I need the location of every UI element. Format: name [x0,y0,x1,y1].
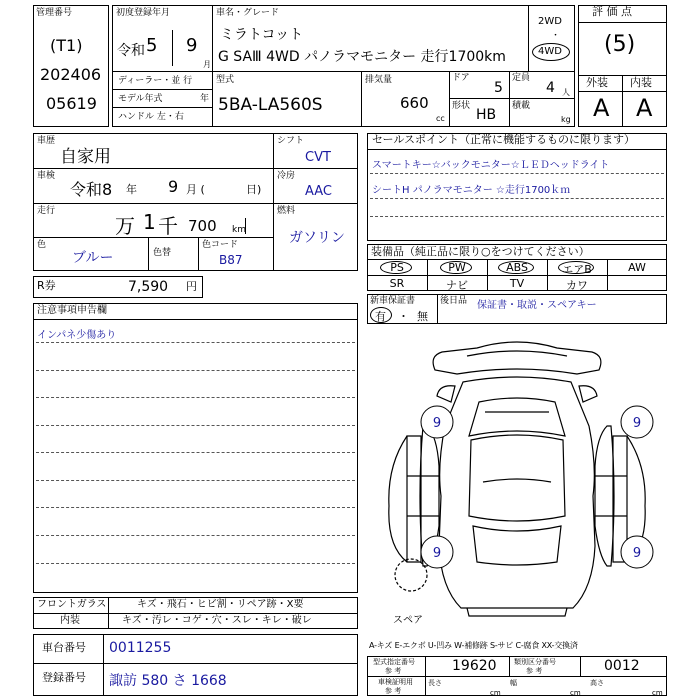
inspection-month: 9 [168,177,179,196]
tire-mark-rl: 9 [432,546,442,561]
interior-value: キズ・汚レ・コゲ・穴・スレ・キレ・破レ [122,615,312,626]
tire-mark-rr: 9 [632,546,642,561]
drive-4wd: 4WD [538,46,562,57]
int-grade: A [636,94,653,122]
recycle-box [33,276,203,298]
mgmt-label: 管理番号 [36,8,73,18]
mileage-unit: km [232,225,246,235]
sales-line2: シートH パノラマモニター ☆走行1700ｋｍ [372,185,571,196]
inspection-year-unit: 年 [126,183,137,196]
cert-length-unit: cm [490,689,501,697]
plate-value: 諏訪 580 さ 1668 [109,673,227,689]
car-diagram [367,326,667,626]
int-label: 内装 [630,76,652,89]
tire-mark-fr: 9 [632,416,642,431]
inspection-day-unit: 日) [246,183,262,196]
shift-value: CVT [305,150,331,165]
glass-label: フロントガラス [37,599,107,610]
interior-label: 内装 [60,615,80,626]
inspection-label: 車検 [37,171,56,181]
plate-label: 登録番号 [42,671,86,684]
chassis-label: 車台番号 [42,641,86,654]
mileage-man: 万 [115,214,135,238]
shape-value: HB [476,107,497,123]
type-no-ref: 参 考 [385,667,402,675]
header-box [112,5,575,127]
color-code: B87 [219,253,243,267]
capacity-value: 4 [546,80,555,96]
warranty-has: 有 [375,310,386,323]
mileage-label: 走行 [37,206,56,216]
equip-aw: AW [628,261,646,274]
spare-label: スペア [393,615,423,626]
notes-line1: インパネ少傷あり [37,330,117,341]
name-label: 車名・グレード [216,8,280,18]
name-line1: ミラトコット [220,27,304,43]
doors-value: 5 [494,80,503,96]
handle-label: ハンドル 左・右 [118,112,184,122]
reg-month: 9 [186,35,198,56]
equip-leather: カワ [566,279,588,292]
history-label: 車歴 [37,136,56,146]
type-no-value: 19620 [452,658,497,674]
later-value: 保証書・取説・スペアキー [477,300,597,311]
notes-box [33,303,358,593]
color-value: ブルー [72,250,114,266]
color-code-label: 色コード [202,240,239,250]
class-no-label: 類別区分番号 [514,658,556,666]
equip-sr: SR [389,277,405,290]
class-no-ref: 参 考 [526,667,543,675]
notes-label: 注意事項申告欄 [37,305,107,316]
ac-value: AAC [305,184,332,199]
name-line2: G SAⅢ 4WD パノラマモニター 走行1700km [218,49,506,65]
equip-abs: ABS [506,261,528,274]
mgmt-code2: 05619 [46,94,97,113]
cert-label: 車検証明用 [378,678,413,686]
tire-mark-fl: 9 [432,416,442,431]
equip-pw: PW [448,261,466,274]
reg-month-unit: 月 [203,60,211,69]
model-value: 5BA-LA560S [218,95,323,115]
history-value: 自家用 [60,147,111,167]
model-label: 型式 [216,75,235,85]
type-no-label: 型式指定番号 [373,658,415,666]
capacity-unit: 人 [562,88,570,97]
ac-label: 冷房 [277,171,296,181]
equip-airbag: エアB [562,263,592,276]
fuel-label: 燃料 [277,206,296,216]
mgmt-t: (T1) [50,36,83,55]
cert-width-unit: cm [570,689,581,697]
cert-length-label: 長さ [428,679,442,687]
sales-label: セールスポイント（正常に機能するものに限ります） [372,133,636,146]
mgmt-code1: 202406 [40,65,102,84]
cert-height-label: 高さ [590,679,604,687]
cert-ref: 参 考 [385,687,402,695]
load-unit: kg [561,115,571,124]
recycle-value: 7,590 [128,279,169,295]
reg-label: 初度登録年月 [116,8,171,18]
shift-label: シフト [277,136,305,146]
damage-legend: A-キズ E-エクボ U-凹み W-補修跡 S-サビ C-腐食 XX-交換済 [369,641,578,650]
fuel-value: ガソリン [289,230,345,246]
equip-ps: PS [390,261,404,274]
warranty-label: 新車保証書 [370,296,416,306]
mileage-value: 700 [188,217,217,235]
recycle-label: R券 [37,279,56,292]
mileage-sen: 千 [158,214,178,238]
later-label: 後日品 [440,296,468,306]
cert-height-unit: cm [652,689,663,697]
equip-navi: ナビ [446,279,468,292]
model-year-unit: 年 [200,94,210,104]
ext-grade: A [593,94,610,122]
equip-tv: TV [509,277,525,290]
color-change-label: 色替 [153,248,172,258]
displacement-unit: cc [436,114,445,123]
inspection-era: 令和8 [70,180,113,199]
color-label: 色 [37,240,47,250]
class-no-value: 0012 [604,658,640,674]
sales-line1: スマートキー☆バックモニター☆ＬＥＤヘッドライト [372,160,610,171]
ext-label: 外装 [586,76,608,89]
shape-label: 形状 [452,101,471,111]
recycle-unit: 円 [186,280,197,293]
equipment-label: 装備品（純正品に限り○をつけてください） [371,245,590,258]
score-label: 評 価 点 [592,5,632,18]
load-label: 積載 [512,101,531,111]
glass-value: キズ・飛石・ヒビ割・リペア跡・X要 [137,599,304,610]
displacement-value: 660 [400,94,429,112]
drive-2wd: 2WD [538,16,562,27]
doors-label: ドア [452,73,470,83]
reg-year: 5 [146,35,158,56]
capacity-label: 定員 [512,73,531,83]
inspection-month-unit: 月 ( [186,183,205,196]
warranty-none: 無 [417,310,428,323]
chassis-value: 0011255 [109,640,172,656]
warranty-dot: ・ [398,310,409,323]
dealer-label: ディーラー・並 行 [118,76,193,86]
score-value: (5) [604,32,636,57]
displacement-label: 排気量 [365,75,393,85]
mileage-one: 1 [143,210,156,234]
drive-dot: ・ [551,31,561,41]
cert-width-label: 幅 [510,679,517,687]
reg-era: 令和 [117,43,145,59]
model-year-label: モデル年式 [118,94,163,104]
